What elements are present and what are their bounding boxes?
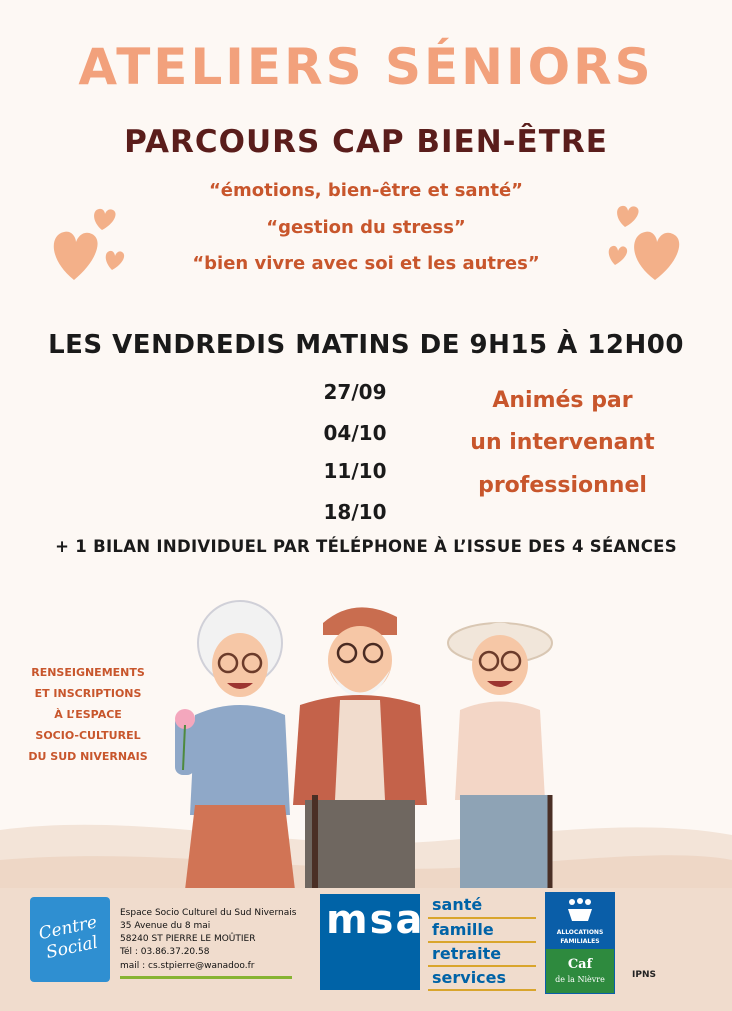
- centre-social-email: mail : cs.stpierre@wanadoo.fr: [120, 961, 255, 971]
- msa-word: retraite: [432, 944, 502, 963]
- info-line: SOCIO-CULTUREL: [35, 729, 141, 742]
- poster-title: ATELIERS SÉNIORS: [78, 38, 654, 96]
- centre-social-name: Espace Socio Culturel du Sud Nivernais: [120, 908, 297, 918]
- registration-info: [18, 662, 158, 767]
- seniors-illustration: [165, 595, 585, 895]
- senior-man-center: [293, 607, 427, 895]
- animated-by-text: Animés par: [492, 388, 633, 413]
- bilan-note: + 1 BILAN INDIVIDUEL PAR TÉLÉPHONE À L’ISSUE DES 4 SÉANCES: [55, 537, 677, 556]
- theme-quote: “émotions, bien-être et santé”: [208, 180, 524, 201]
- centre-social-city: 58240 ST PIERRE LE MOÛTIER: [120, 934, 256, 944]
- animated-by-text: un intervenant: [470, 430, 655, 455]
- msa-word: services: [432, 968, 507, 987]
- msa-word: famille: [432, 920, 494, 939]
- session-date: 27/09: [323, 380, 387, 404]
- animated-by-text: professionnel: [478, 473, 647, 498]
- msa-word: santé: [432, 895, 483, 914]
- centre-social-phone: Tél : 03.86.37.20.58: [120, 947, 210, 957]
- senior-woman-right: [448, 623, 552, 896]
- info-line: DU SUD NIVERNAIS: [28, 750, 148, 763]
- hearts-right-icon: [600, 195, 690, 290]
- divider: [428, 965, 536, 967]
- theme-quote: “gestion du stress”: [266, 217, 466, 238]
- msa-logo-text: msa: [326, 897, 425, 943]
- poster-subtitle: PARCOURS CAP BIEN-ÊTRE: [124, 124, 608, 160]
- ipns-label: IPNS: [632, 970, 656, 980]
- divider: [428, 989, 536, 991]
- divider: [428, 917, 536, 919]
- family-icon: [566, 897, 594, 923]
- caf-region: de la Nièvre: [555, 975, 605, 984]
- session-date: 04/10: [323, 421, 387, 445]
- senior-woman-left: [175, 601, 295, 890]
- caf-top-line: FAMILIALES: [560, 938, 600, 945]
- session-date: 18/10: [323, 500, 387, 524]
- divider: [120, 976, 292, 979]
- divider: [428, 941, 536, 943]
- info-line: À L’ESPACE: [54, 708, 122, 721]
- caf-top-line: ALLOCATIONS: [556, 929, 604, 936]
- session-date: 11/10: [323, 459, 387, 483]
- info-line: ET INSCRIPTIONS: [34, 687, 142, 700]
- schedule-headline: LES VENDREDIS MATINS DE 9H15 À 12H00: [48, 330, 684, 360]
- centre-social-logo-text: Centre Social: [36, 912, 100, 964]
- theme-quote: “bien vivre avec soi et les autres”: [192, 253, 540, 274]
- hearts-left-icon: [44, 200, 134, 290]
- info-line: RENSEIGNEMENTS: [31, 666, 145, 679]
- caf-name: Caf: [567, 957, 593, 972]
- centre-social-address: 35 Avenue du 8 mai: [120, 921, 211, 931]
